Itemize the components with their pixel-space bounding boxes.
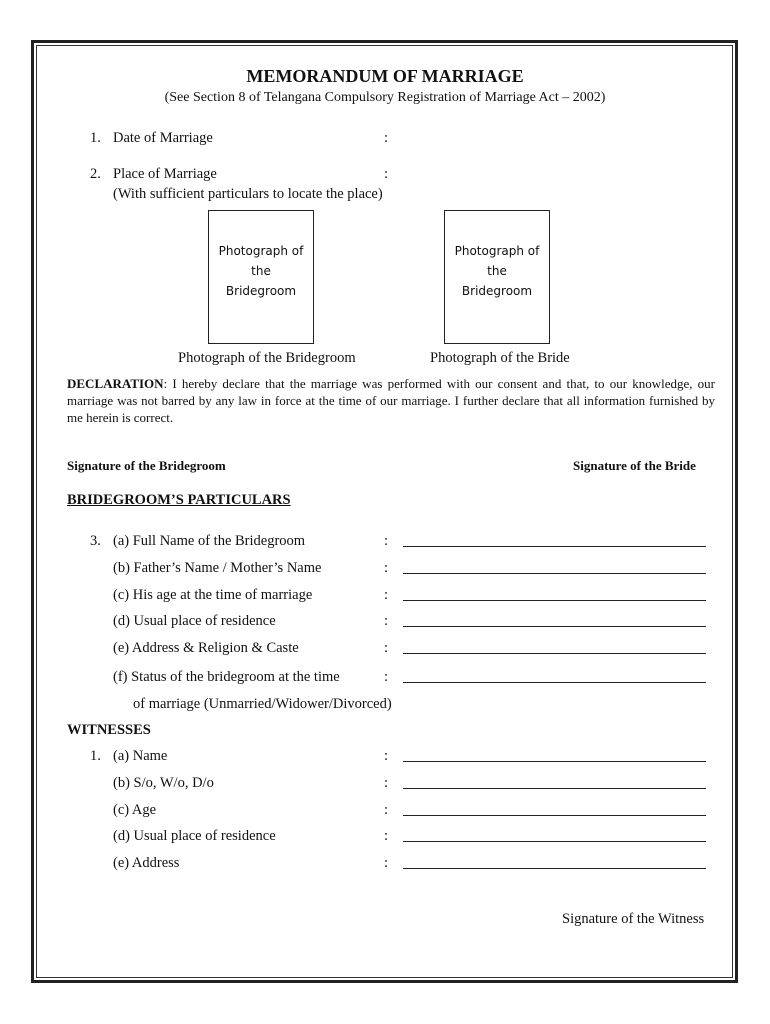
witness-residence-label: (d) Usual place of residence	[113, 828, 276, 844]
item2-number: 2.	[90, 166, 101, 182]
witness-residence-colon: :	[384, 828, 389, 844]
full-name-label: (a) Full Name of the Bridegroom	[113, 533, 306, 549]
declaration-paragraph	[67, 375, 715, 426]
place-of-marriage-note: (With sufficient particulars to locate the place)	[113, 186, 383, 202]
declaration-label: DECLARATION	[67, 376, 164, 391]
age-colon: :	[384, 587, 389, 603]
witness-address-label: (e) Address	[113, 855, 180, 871]
witness-age-colon: :	[384, 802, 389, 818]
residence-field[interactable]	[403, 626, 706, 627]
witness-name-colon: :	[384, 748, 389, 764]
parents-name-label: (b) Father’s Name / Mother’s Name	[113, 560, 322, 576]
address-religion-caste-field[interactable]	[403, 653, 706, 654]
witness-relation-field[interactable]	[403, 788, 706, 789]
witness-relation-label: (b) S/o, W/o, D/o	[113, 775, 214, 791]
age-label: (c) His age at the time of marriage	[113, 587, 313, 603]
witness-name-field[interactable]	[403, 761, 706, 762]
witnesses-heading: WITNESSES	[67, 722, 151, 738]
witness-residence-field[interactable]	[403, 841, 706, 842]
status-field[interactable]	[403, 682, 706, 683]
parents-name-field[interactable]	[403, 573, 706, 574]
form-subtitle: (See Section 8 of Telangana Compulsory Registration of Marriage Act – 2002)	[164, 90, 606, 105]
witness-age-field[interactable]	[403, 815, 706, 816]
bridegroom-signature-label: Signature of the Bridegroom	[67, 458, 226, 473]
witness-address-colon: :	[384, 855, 389, 871]
address-religion-caste-label: (e) Address & Religion & Caste	[113, 640, 299, 656]
declaration-text: : I hereby declare that the marriage was performed with our consent and that, to our knowledge, our marriage was not barred by any law in force at the time of our marriage. I further declare that all information furnished by me herein is correct.	[67, 376, 715, 425]
date-of-marriage-label: Date of Marriage	[113, 130, 213, 146]
witness-signature-label: Signature of the Witness	[562, 911, 705, 927]
item1-number: 1.	[90, 130, 101, 146]
bridegroom-particulars-heading: BRIDEGROOM’S PARTICULARS	[67, 492, 291, 508]
witness-relation-colon: :	[384, 775, 389, 791]
bridegroom-section-number: 3.	[90, 533, 101, 549]
parents-name-colon: :	[384, 560, 389, 576]
bridegroom-photo-caption: Photograph of the Bridegroom	[178, 350, 356, 366]
witness-address-field[interactable]	[403, 868, 706, 869]
place-of-marriage-label: Place of Marriage	[113, 166, 217, 182]
bride-photo-caption: Photograph of the Bride	[430, 350, 570, 366]
status-continuation: of marriage (Unmarried/Widower/Divorced)	[133, 696, 392, 712]
place-of-marriage-colon: :	[384, 166, 389, 182]
bride-signature-label: Signature of the Bride	[573, 458, 696, 473]
witness-name-label: (a) Name	[113, 748, 168, 764]
witness-age-label: (c) Age	[113, 802, 157, 818]
full-name-colon: :	[384, 533, 389, 549]
bride-photo-box[interactable]: Photograph of the Bridegroom	[444, 210, 550, 344]
full-name-field[interactable]	[403, 546, 706, 547]
status-label: (f) Status of the bridegroom at the time	[113, 669, 340, 685]
residence-label: (d) Usual place of residence	[113, 613, 276, 629]
date-of-marriage-colon: :	[384, 130, 389, 146]
bridegroom-photo-box[interactable]: Photograph of the Bridegroom	[208, 210, 314, 344]
address-religion-caste-colon: :	[384, 640, 389, 656]
form-title: MEMORANDUM OF MARRIAGE	[246, 66, 524, 86]
witness-number: 1.	[90, 748, 101, 764]
age-field[interactable]	[403, 600, 706, 601]
residence-colon: :	[384, 613, 389, 629]
status-colon: :	[384, 669, 389, 685]
